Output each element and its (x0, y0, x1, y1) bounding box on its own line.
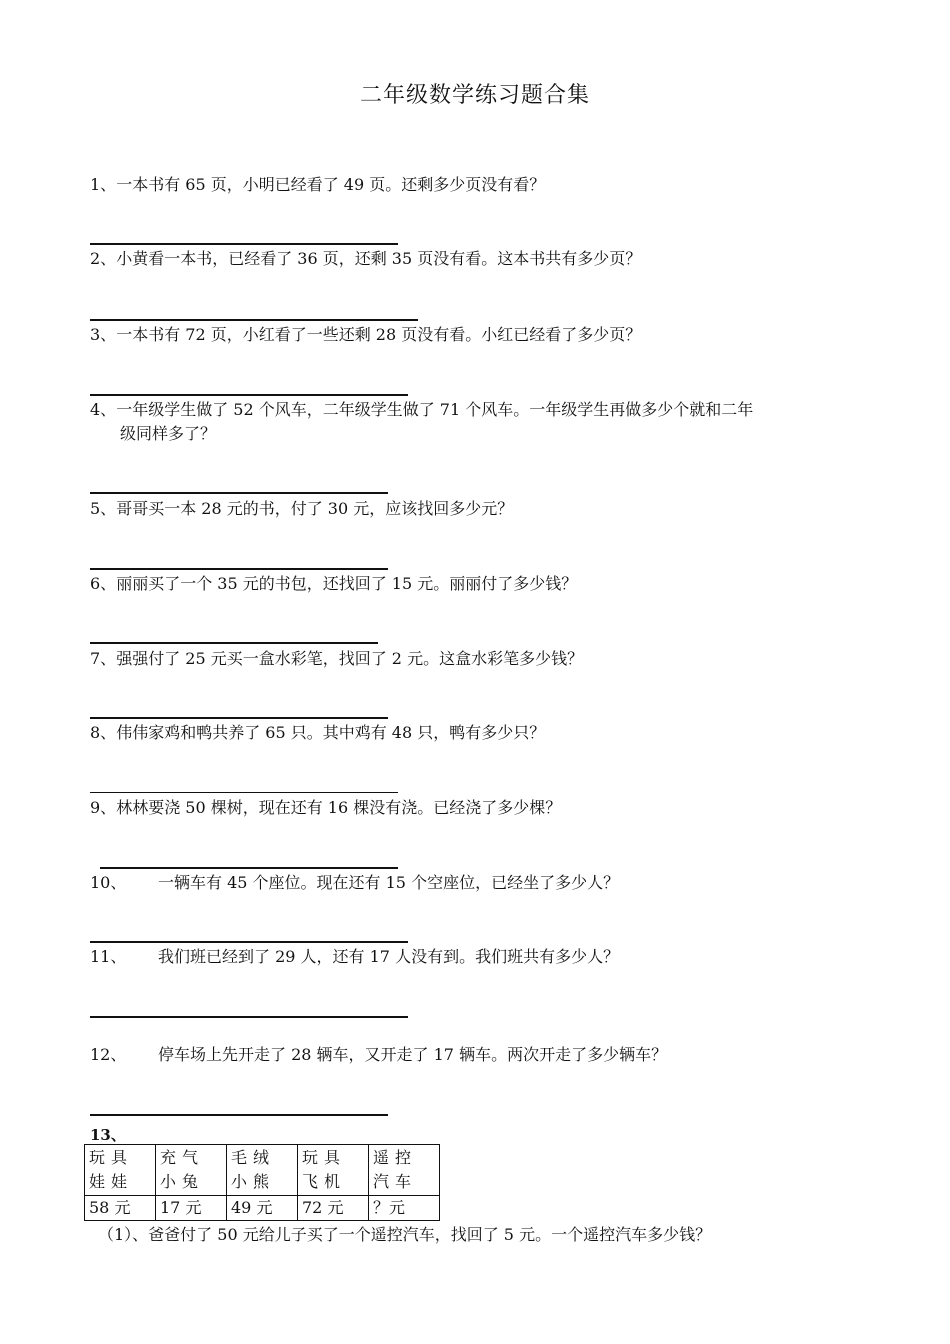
question-text: 一本书有 65 页，小明已经看了 49 页。还剩多少页没有看？ (116, 175, 546, 194)
question-1 (90, 173, 545, 197)
price-table-cell: 17 元 (156, 1196, 227, 1221)
answer-line (90, 319, 418, 321)
question-9 (90, 796, 561, 820)
question-13-sub-1: （1）、爸爸付了 50 元给儿子买了一个遥控汽车，找回了 5 元。一个遥控汽车多少钱？ (98, 1225, 712, 1244)
question-text: 停车场上先开走了 28 辆车，又开走了 17 辆车。两次开走了多少辆车？ (158, 1045, 668, 1064)
question-5 (90, 497, 513, 521)
answer-line (90, 394, 408, 396)
answer-line (90, 717, 388, 719)
price-table-header: 玩具娃娃 (85, 1145, 156, 1196)
price-table-header: 毛绒小熊 (227, 1145, 298, 1196)
question-number: 6、 (90, 574, 117, 593)
question-4 (90, 398, 870, 446)
question-13-number: 13、 (90, 1126, 126, 1144)
question-number: 5、 (90, 499, 117, 518)
question-8 (90, 721, 545, 745)
question-10 (90, 871, 619, 895)
price-table-header-row (85, 1145, 440, 1196)
price-table (84, 1144, 440, 1221)
question-number: 11、 (90, 947, 127, 966)
price-table-header: 遥控汽车 (369, 1145, 440, 1196)
answer-line (90, 492, 388, 494)
question-11 (90, 945, 619, 969)
question-text: 伟伟家鸡和鸭共养了 65 只。其中鸡有 48 只，鸭有多少只？ (116, 723, 546, 742)
question-number: 10、 (90, 873, 127, 892)
question-text: 一辆车有 45 个座位。现在还有 15 个空座位，已经坐了多少人？ (158, 873, 620, 892)
price-table-header: 玩具飞机 (298, 1145, 369, 1196)
page-title: 二年级数学练习题合集 (359, 83, 590, 108)
question-6 (90, 572, 577, 596)
question-number: 1、 (90, 175, 117, 194)
answer-line (90, 243, 398, 245)
price-table-value-row (85, 1196, 440, 1221)
question-text: 我们班已经到了 29 人，还有 17 人没有到。我们班共有多少人？ (158, 947, 620, 966)
question-number: 12、 (90, 1045, 127, 1064)
question-text: 林林要浇 50 棵树，现在还有 16 棵没有浇。已经浇了多少棵？ (116, 798, 562, 817)
answer-line (90, 1016, 408, 1018)
question-text: 一本书有 72 页，小红看了一些还剩 28 页没有看。小红已经看了多少页？ (116, 325, 642, 344)
price-table-header: 充气小兔 (156, 1145, 227, 1196)
price-table-cell: 72 元 (298, 1196, 369, 1221)
question-3 (90, 323, 641, 347)
question-text: 丽丽买了一个 35 元的书包，还找回了 15 元。丽丽付了多少钱？ (116, 574, 578, 593)
answer-line (90, 642, 378, 644)
question-7 (90, 647, 583, 671)
question-number: 8、 (90, 723, 117, 742)
question-text: 哥哥买一本 28 元的书，付了 30 元，应该找回多少元？ (116, 499, 514, 518)
price-table-cell: 49 元 (227, 1196, 298, 1221)
answer-line (90, 941, 408, 943)
answer-line (100, 867, 398, 869)
question-number: 2、 (90, 249, 117, 268)
question-number: 7、 (90, 649, 117, 668)
question-text: 强强付了 25 元买一盒水彩笔，找回了 2 元。这盒水彩笔多少钱？ (116, 649, 584, 668)
answer-line (90, 568, 388, 570)
price-table-cell: 58 元 (85, 1196, 156, 1221)
question-number: 4、 (90, 400, 117, 419)
question-12 (90, 1043, 667, 1067)
answer-line (90, 1114, 388, 1116)
question-number: 9、 (90, 798, 117, 817)
question-text: 小黄看一本书，已经看了 36 页，还剩 35 页没有看。这本书共有多少页？ (116, 249, 642, 268)
question-text: 一年级学生做了 52 个风车，二年级学生做了 71 个风车。一年级学生再做多少个就和二年 (116, 400, 754, 419)
answer-line (90, 792, 398, 793)
question-number: 3、 (90, 325, 117, 344)
question-2 (90, 247, 641, 271)
price-table-cell: ？元 (369, 1196, 440, 1221)
question-text-continued: 级同样多了？ (120, 424, 217, 443)
